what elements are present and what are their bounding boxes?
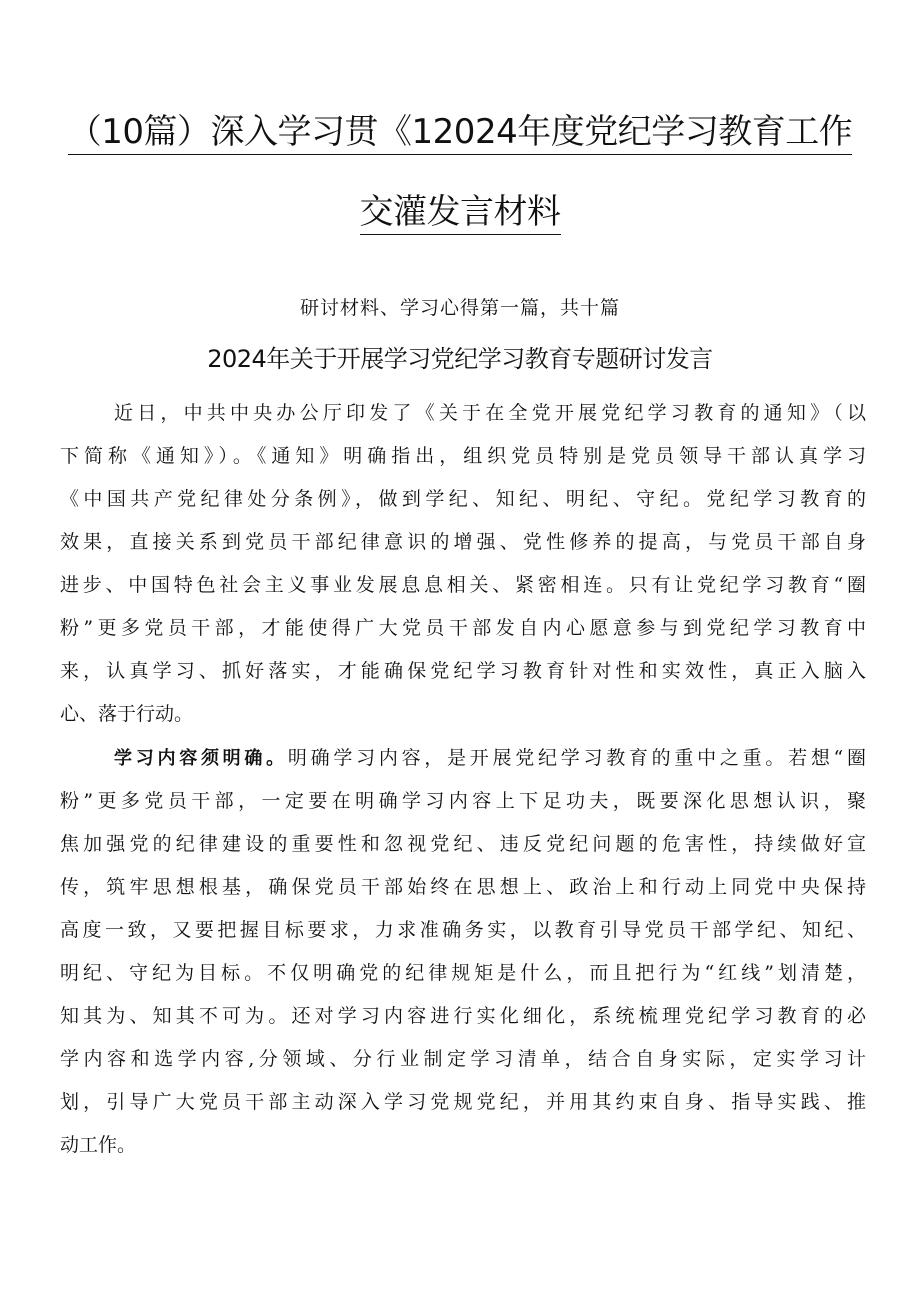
paragraph-line: 心、落于行动。 — [60, 703, 194, 725]
paragraph-line: 知其为、知其不可为。还对学习内容进行实化细化，系统梳理党纪学习教育的必 — [60, 1005, 866, 1027]
document-subtitle: 研讨材料、学习心得第一篇，共十篇 — [299, 297, 620, 319]
paragraph-line: 粉”更多党员干部，才能使得广大党员干部发自内心愿意参与到党纪学习教育中 — [60, 617, 866, 639]
paragraph-1 — [60, 392, 866, 736]
paragraph-line: 高度一致，又要把握目标要求，力求准确务实，以教育引导党员干部学纪、知纪、 — [60, 919, 866, 941]
paragraph-line-text: 明确学习内容，是开展党纪学习教育的重中之重。若想“圈 — [287, 747, 866, 769]
section-heading: 2024年关于开展学习党纪学习教育专题研讨发言 — [207, 345, 713, 373]
document-title-line-2 — [0, 192, 920, 232]
paragraph-line: 下简称《通知》）。《通知》明确指出，组织党员特别是党员领导干部认真学习 — [60, 445, 866, 467]
paragraph-line: 进步、中国特色社会主义事业发展息息相关、紧密相连。只有让党纪学习教育“圈 — [60, 574, 866, 596]
paragraph-line: 划，引导广大党员干部主动深入学习党规党纪，并用其约束自身、指导实践、推 — [60, 1091, 866, 1113]
paragraph-line: 近日，中共中央办公厅印发了《关于在全党开展党纪学习教育的通知》（以 — [114, 402, 866, 424]
paragraph-line: 粉”更多党员干部，一定要在明确学习内容上下足功夫，既要深化思想认识，聚 — [60, 790, 866, 812]
paragraph-line — [60, 737, 866, 780]
paragraph-2 — [60, 737, 866, 1167]
paragraph-line: 明纪、守纪为目标。不仅明确党的纪律规矩是什么，而且把行为“红线”划清楚， — [60, 962, 866, 984]
paragraph-line: 《中国共产党纪律处分条例》，做到学纪、知纪、明纪、守纪。党纪学习教育的 — [60, 488, 866, 510]
paragraph-line: 动工作。 — [60, 1134, 137, 1156]
paragraph-line: 来，认真学习、抓好落实，才能确保党纪学习教育针对性和实效性，真正入脑入 — [60, 660, 866, 682]
document-title-line-1 — [0, 112, 920, 152]
paragraph-line: 学内容和选学内容,分领域、分行业制定学习清单，结合自身实际，定实学习计 — [60, 1048, 866, 1070]
paragraph-line: 传，筑牢思想根基，确保党员干部始终在思想上、政治上和行动上同党中央保持 — [60, 876, 866, 898]
paragraph-line: 效果，直接关系到党员干部纪律意识的增强、党性修养的提高，与党员干部自身 — [60, 531, 866, 553]
paragraph-line: 焦加强党的纪律建设的重要性和忽视党纪、违反党纪问题的危害性，持续做好宣 — [60, 833, 866, 855]
document-title-text-1: （10篇）深入学习贯《12024年度党纪学习教育工作 — [68, 112, 852, 155]
paragraph-lead-heading: 学习内容须明确。 — [114, 748, 288, 769]
document-title-text-2: 交灌发言材料 — [360, 192, 561, 235]
